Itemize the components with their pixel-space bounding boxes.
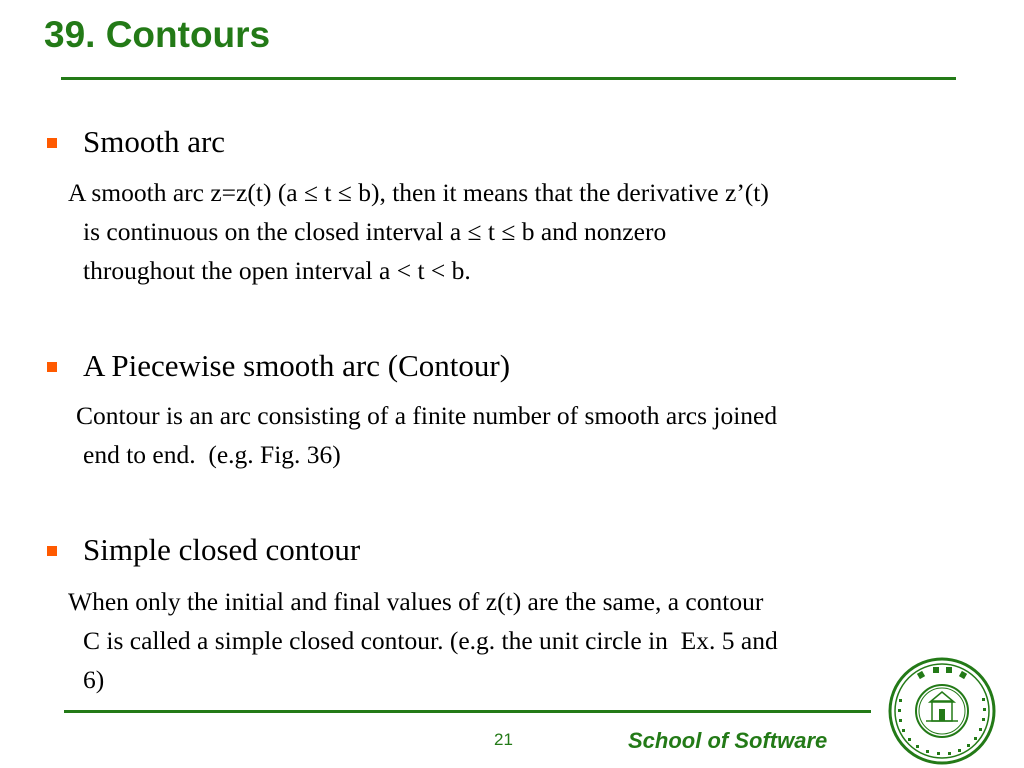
section-heading: Simple closed contour (83, 532, 361, 567)
body-line: When only the initial and final values of z(t) are the same, a contour (68, 587, 764, 616)
square-bullet-icon (47, 138, 57, 148)
section-heading: Smooth arc (83, 124, 226, 159)
body-line: 6) (83, 665, 105, 694)
body-line: C is called a simple closed contour. (e.g. the unit circle in Ex. 5 and (83, 626, 778, 655)
page-number: 21 (494, 730, 513, 749)
square-bullet-icon (47, 546, 57, 556)
body-line: Contour is an arc consisting of a finite number of smooth arcs joined (76, 401, 778, 430)
square-bullet-icon (47, 362, 57, 372)
body-line: end to end. (e.g. Fig. 36) (83, 440, 341, 469)
university-seal-icon (886, 657, 998, 765)
footer-school-name: School of Software (628, 728, 828, 753)
body-line: A smooth arc z=z(t) (a ≤ t ≤ b), then it means that the derivative z’(t) (68, 178, 769, 207)
title-divider (61, 77, 956, 80)
body-line: throughout the open interval a < t < b. (83, 256, 471, 285)
slide-title: 39. Contours (44, 14, 271, 55)
body-line: is continuous on the closed interval a ≤ t ≤ b and nonzero (83, 217, 667, 246)
section-heading: A Piecewise smooth arc (Contour) (83, 348, 511, 383)
footer-divider (64, 710, 871, 713)
